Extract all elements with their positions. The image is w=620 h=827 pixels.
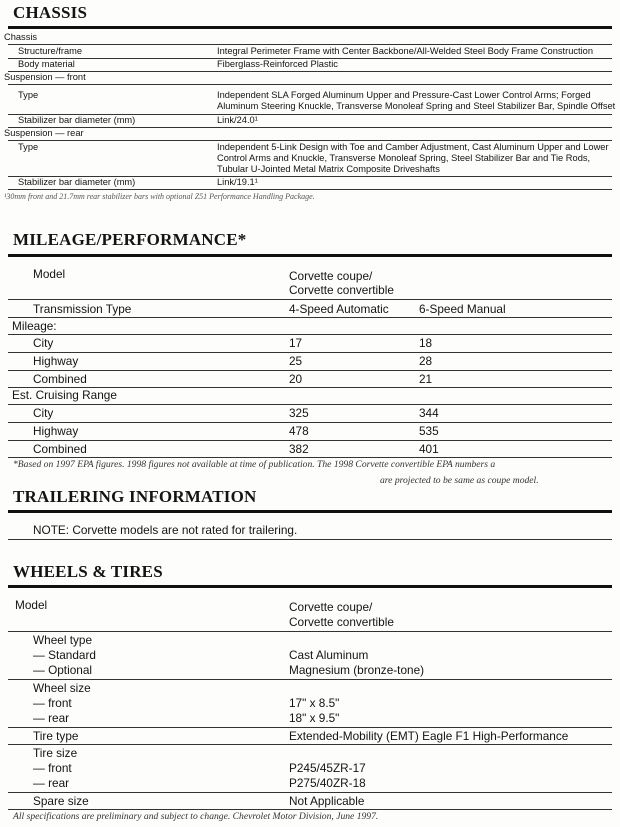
mileage-model-row xyxy=(8,265,612,300)
wheel-front-label: — front xyxy=(33,696,72,710)
mileage-manual: 28 xyxy=(419,354,433,368)
mileage-model-value-line1: Corvette coupe/ xyxy=(289,269,373,283)
mileage-label: Highway xyxy=(33,354,79,368)
wheels-model-row xyxy=(8,596,612,632)
mileage-label: Combined xyxy=(33,372,87,386)
mileage-title: MILEAGE/PERFORMANCE* xyxy=(13,230,247,249)
wheel-type-label: Wheel type xyxy=(33,633,93,647)
chassis-footnote: ¹30mm front and 21.7mm rear stabilizer bars with optional Z51 Performance Handling Package. xyxy=(4,192,315,201)
body-row xyxy=(8,59,612,72)
mileage-auto: 17 xyxy=(289,336,303,350)
transmission-auto: 4-Speed Automatic xyxy=(289,302,389,316)
page-footer: All specifications are preliminary and subject to change. Chevrolet Motor Division, June 1997. xyxy=(13,811,379,822)
tire-front-label: — front xyxy=(33,761,72,775)
tire-front-value: P245/45ZR-17 xyxy=(289,761,366,775)
susp-rear-group-label: Suspension — rear xyxy=(4,128,84,138)
mileage-group-row xyxy=(8,318,612,335)
wheel-standard-label: — Standard xyxy=(33,648,96,662)
wheel-size-label: Wheel size xyxy=(33,681,91,695)
wheels-model-value-line1: Corvette coupe/ xyxy=(289,600,373,614)
tire-type-row xyxy=(8,728,612,745)
wheels-model-value-line2: Corvette convertible xyxy=(289,615,394,629)
susp-front-group-row xyxy=(4,72,612,85)
susp-front-group-label: Suspension — front xyxy=(4,72,86,82)
chassis-rule xyxy=(8,26,612,29)
rear-stab-value: Link/19.1¹ xyxy=(217,177,258,187)
range-label: Highway xyxy=(33,424,79,438)
mileage-rule xyxy=(8,254,612,257)
wheel-size-row xyxy=(8,680,612,728)
susp-rear-group-row xyxy=(4,128,612,141)
rear-stab-label: Stabilizer bar diameter (mm) xyxy=(18,177,136,187)
front-stab-label: Stabilizer bar diameter (mm) xyxy=(18,115,136,125)
trailering-note: NOTE: Corvette models are not rated for trailering. xyxy=(33,523,298,537)
range-label: Combined xyxy=(33,442,87,456)
structure-row xyxy=(8,45,612,59)
range-manual: 401 xyxy=(419,442,439,456)
wheel-front-value: 17" x 8.5" xyxy=(289,696,340,710)
body-value: Fiberglass-Reinforced Plastic xyxy=(217,59,338,69)
front-type-value: Independent SLA Forged Aluminum Upper and Pressure-Cast Lower Control Arms; Forged Aluminum Steering Knuckle, Transverse Monoleaf Spring and Steel Stabilizer Bar, Spindle Offset xyxy=(217,90,616,111)
mileage-group-label: Mileage: xyxy=(12,319,57,333)
range-label: City xyxy=(33,406,54,420)
range-manual: 344 xyxy=(419,406,439,420)
trailering-note-row xyxy=(8,520,612,540)
mileage-manual: 21 xyxy=(419,372,433,386)
rear-type-value: Independent 5-Link Design with Toe and Camber Adjustment, Cast Aluminum Upper and Lower Control Arms and Knuckle, Transverse Monoleaf Spring, Steel Stabilizer Bar and Tie Rods, Tubular U-Jointed Metal Matrix Composite Driveshafts xyxy=(217,142,609,174)
front-stab-value: Link/24.0¹ xyxy=(217,115,258,125)
tire-size-row xyxy=(8,745,612,793)
rear-type-row xyxy=(8,141,612,177)
chassis-title: CHASSIS xyxy=(13,3,88,22)
range-row xyxy=(8,405,612,423)
front-type-label: Type xyxy=(18,90,39,100)
wheel-rear-value: 18" x 9.5" xyxy=(289,711,340,725)
spare-size-value: Not Applicable xyxy=(289,794,365,808)
mileage-footnote-line1: *Based on 1997 EPA figures. 1998 figures not available at time of publication. The 1998 Corvette convertible EPA numbers a xyxy=(13,459,496,470)
range-group-label: Est. Cruising Range xyxy=(12,388,117,402)
spare-size-label: Spare size xyxy=(33,794,89,808)
range-auto: 325 xyxy=(289,406,309,420)
chassis-group-row xyxy=(4,32,612,45)
structure-label: Structure/frame xyxy=(18,46,83,56)
mileage-auto: 20 xyxy=(289,372,303,386)
wheel-optional-value: Magnesium (bronze-tone) xyxy=(289,663,425,677)
tire-type-value: Extended-Mobility (EMT) Eagle F1 High-Performance xyxy=(289,729,569,743)
tire-rear-label: — rear xyxy=(33,776,70,790)
wheel-standard-value: Cast Aluminum xyxy=(289,648,369,662)
range-auto: 382 xyxy=(289,442,309,456)
body-label: Body material xyxy=(18,59,75,69)
wheels-model-label: Model xyxy=(15,598,48,612)
mileage-model-label: Model xyxy=(33,267,66,281)
wheel-optional-label: — Optional xyxy=(33,663,93,677)
wheels-title: WHEELS & TIRES xyxy=(13,562,163,581)
mileage-label: City xyxy=(33,336,54,350)
transmission-manual: 6-Speed Manual xyxy=(419,302,506,316)
range-manual: 535 xyxy=(419,424,439,438)
front-stab-row xyxy=(8,115,612,128)
front-type-row xyxy=(8,85,616,115)
mileage-model-value-line2: Corvette convertible xyxy=(289,283,394,297)
trailering-rule xyxy=(8,510,612,513)
range-auto: 478 xyxy=(289,424,309,438)
mileage-row xyxy=(8,371,612,388)
mileage-row xyxy=(8,353,612,371)
mileage-footnote-line2: are projected to be same as coupe model. xyxy=(380,475,539,486)
tire-type-label: Tire type xyxy=(33,729,79,743)
tire-size-label: Tire size xyxy=(33,746,78,760)
rear-stab-row xyxy=(8,177,612,190)
wheels-rule xyxy=(8,585,612,588)
range-group-row xyxy=(8,388,612,405)
range-row xyxy=(8,423,612,441)
spare-size-row xyxy=(8,793,612,810)
wheel-rear-label: — rear xyxy=(33,711,70,725)
trailering-title: TRAILERING INFORMATION xyxy=(13,487,257,506)
wheel-type-row xyxy=(8,632,612,680)
structure-value: Integral Perimeter Frame with Center Backbone/All-Welded Steel Body Frame Construction xyxy=(217,46,593,56)
transmission-label: Transmission Type xyxy=(33,302,132,316)
chassis-group-label: Chassis xyxy=(4,32,38,42)
mileage-auto: 25 xyxy=(289,354,303,368)
mileage-manual: 18 xyxy=(419,336,433,350)
rear-type-label: Type xyxy=(18,142,39,152)
mileage-row xyxy=(8,335,612,353)
tire-rear-value: P275/40ZR-18 xyxy=(289,776,366,790)
range-row xyxy=(8,441,612,458)
transmission-row xyxy=(8,300,612,318)
